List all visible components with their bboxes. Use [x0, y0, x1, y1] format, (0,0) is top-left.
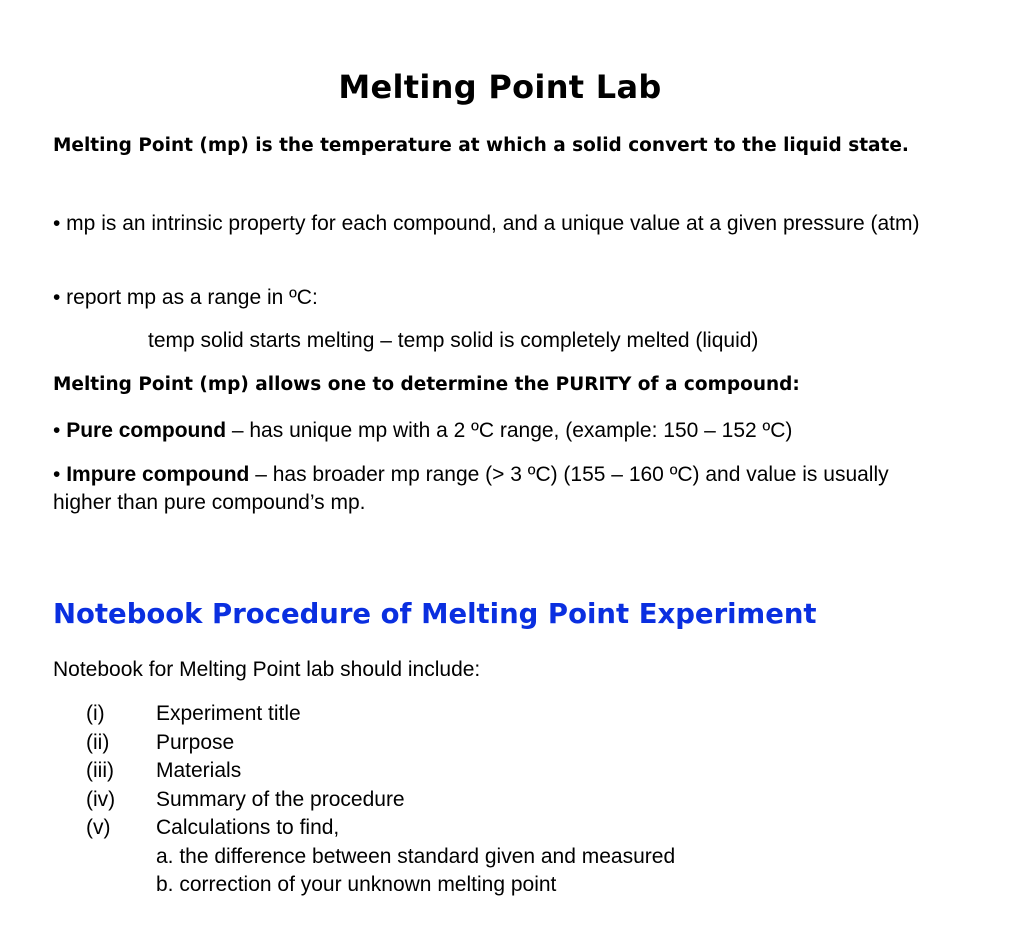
list-item-number: (iii)	[86, 759, 114, 782]
list-item-number: (ii)	[86, 730, 110, 754]
list-item-number: (i)	[86, 702, 105, 725]
list-item-number: (v)	[86, 816, 111, 839]
sub-item-difference: a. the difference between standard given and measured	[156, 844, 676, 868]
range-description: temp solid starts melting – temp solid is completely melted (liquid)	[148, 329, 759, 352]
notebook-intro: Notebook for Melting Point lab should include:	[53, 658, 481, 681]
pure-compound-label: Pure compound	[66, 419, 227, 442]
list-item-number: (iv)	[86, 787, 116, 811]
pure-compound-text: – has unique mp with a 2 ºC range, (example: 150 – 152 ºC)	[226, 419, 793, 442]
bullet-intrinsic-property: • mp is an intrinsic property for each compound, and a unique value at a given pressure (atm)	[53, 212, 920, 235]
bullet-report-range: • report mp as a range in ºC:	[53, 286, 318, 309]
impure-compound-label: Impure compound	[66, 463, 250, 486]
bullet-marker: •	[53, 463, 67, 486]
list-item-text: Materials	[156, 759, 242, 782]
list-item-text: Purpose	[156, 730, 235, 754]
impure-compound-text: – has broader mp range (> 3 ºC) (155 – 160 ºC) and value is usually higher than pure compound’s mp.	[53, 463, 889, 514]
page-title: Melting Point Lab	[338, 68, 662, 106]
list-item-text: Experiment title	[156, 702, 301, 725]
list-item-text: Calculations to find,	[156, 816, 340, 839]
purity-heading: Melting Point (mp) allows one to determine the PURITY of a compound:	[53, 374, 800, 395]
list-item-text: Summary of the procedure	[156, 787, 405, 811]
bullet-marker: •	[53, 419, 67, 442]
bullet-pure-compound	[53, 417, 973, 445]
sub-item-correction: b. correction of your unknown melting point	[156, 873, 557, 896]
bullet-impure-compound	[53, 461, 923, 517]
notebook-heading: Notebook Procedure of Melting Point Experiment	[53, 598, 817, 630]
definition-heading: Melting Point (mp) is the temperature at which a solid convert to the liquid state.	[53, 135, 909, 156]
